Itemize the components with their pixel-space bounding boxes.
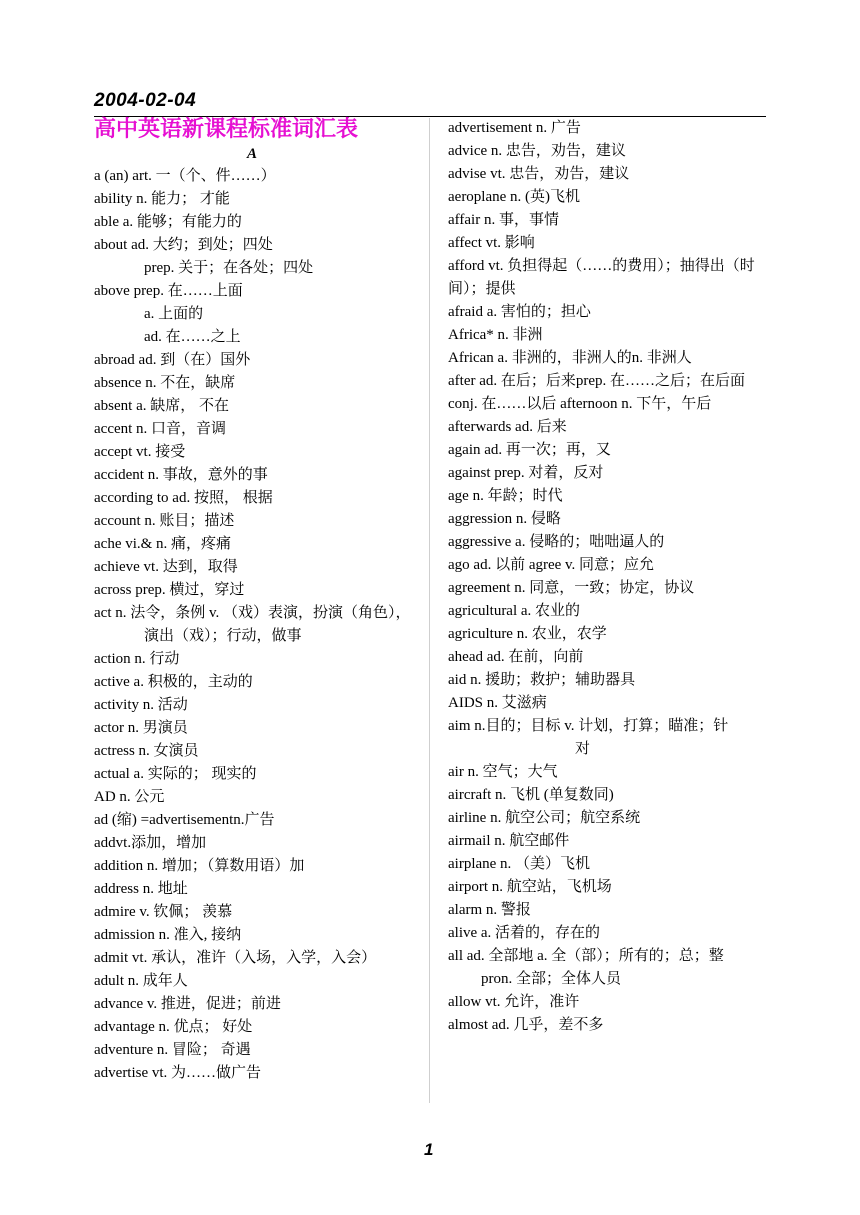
vocab-entry: advertisement n. 广告: [448, 120, 581, 136]
vocab-entry: aggressive a. 侵略的；咄咄逼人的: [448, 534, 665, 550]
vocab-entry: aid n. 援助；救护；辅助器具: [448, 672, 636, 688]
vocab-entry: able a. 能够；有能力的: [94, 214, 242, 230]
vocab-entry: advertise vt. 为……做广告: [94, 1065, 262, 1081]
vocab-entry: airport n. 航空站，飞机场: [448, 879, 612, 895]
vocab-entry: address n. 地址: [94, 881, 188, 897]
vocab-entry: agreement n. 同意，一致；协定，协议: [448, 580, 695, 596]
page-number: 1: [424, 1140, 434, 1159]
vocab-entry: aeroplane n. (英)飞机: [448, 189, 581, 205]
vocab-entry: ago ad. 以前 agree v. 同意；应允: [448, 557, 655, 573]
vocab-entry: AD n. 公元: [94, 789, 165, 805]
vocab-entry: airplane n. （美）飞机: [448, 856, 591, 872]
vocab-entry: age n. 年龄；时代: [448, 488, 563, 504]
vocab-entry: agriculture n. 农业，农学: [448, 626, 607, 642]
vocab-entry: airline n. 航空公司；航空系统: [448, 810, 641, 826]
vocab-entry: alive a. 活着的，存在的: [448, 925, 601, 941]
page-title: 高中英语新课程标准词汇表: [94, 117, 359, 142]
left-entry-list: [94, 165, 420, 1085]
vocab-entry: advance v. 推进，促进；前进: [94, 996, 281, 1012]
vocab-entry: 对: [575, 741, 591, 757]
vocab-entry: African a. 非洲的，非洲人的n. 非洲人: [448, 350, 692, 366]
vocab-entry: aggression n. 侵略: [448, 511, 561, 527]
vocab-entry: abroad ad. 到（在）国外: [94, 352, 251, 368]
column-divider: [429, 118, 430, 1103]
vocab-entry: accent n. 口音，音调: [94, 421, 227, 437]
vocab-entry: prep. 关于；在各处；四处: [144, 260, 314, 276]
vocab-entry: a (an) art. 一（个、件……）: [94, 168, 276, 184]
vocab-entry: affair n. 事，事情: [448, 212, 559, 228]
vocab-entry: addvt.添加，增加: [94, 835, 207, 851]
vocab-entry: AIDS n. 艾滋病: [448, 695, 547, 711]
vocab-entry: absence n. 不在，缺席: [94, 375, 236, 391]
right-column: [448, 117, 768, 1037]
vocab-entry: afterwards ad. 后来: [448, 419, 567, 435]
vocab-entry: afraid a. 害怕的；担心: [448, 304, 591, 320]
vocab-entry: adult n. 成年人: [94, 973, 188, 989]
vocab-entry: pron. 全部；全体人员: [481, 971, 621, 987]
vocab-entry: admit vt. 承认，准许（入场，入学，入会）: [94, 950, 377, 966]
vocab-entry: accept vt. 接受: [94, 444, 186, 460]
vocab-entry: ahead ad. 在前，向前: [448, 649, 584, 665]
vocab-entry: actual a. 实际的； 现实的: [94, 766, 257, 782]
vocab-entry: account n. 账目；描述: [94, 513, 235, 529]
vocab-entry: according to ad. 按照， 根据: [94, 490, 273, 506]
vocab-entry: action n. 行动: [94, 651, 180, 667]
vocab-entry: absent a. 缺席， 不在: [94, 398, 229, 414]
vocab-entry: act n. 法令，条例 v. （戏）表演，扮演（角色），演出（戏）；行动，做事: [94, 605, 411, 644]
vocab-entry: accident n. 事故，意外的事: [94, 467, 268, 483]
left-column: [94, 117, 420, 1085]
vocab-entry: alarm n. 警报: [448, 902, 531, 918]
vocab-entry: admire v. 钦佩； 羡慕: [94, 904, 233, 920]
vocab-entry: almost ad. 几乎，差不多: [448, 1017, 604, 1033]
vocab-entry: actress n. 女演员: [94, 743, 199, 759]
vocab-entry: actor n. 男演员: [94, 720, 188, 736]
vocab-entry: ad. 在……之上: [144, 329, 241, 345]
vocab-entry: again ad. 再一次；再，又: [448, 442, 611, 458]
vocab-entry: agricultural a. 农业的: [448, 603, 581, 619]
vocab-entry: all ad. 全部地 a. 全（部）；所有的；总；整: [448, 948, 724, 964]
vocab-entry: aircraft n. 飞机 (单复数同): [448, 787, 614, 803]
vocab-entry: Africa* n. 非洲: [448, 327, 543, 343]
vocab-entry: across prep. 横过，穿过: [94, 582, 245, 598]
vocab-entry: active a. 积极的，主动的: [94, 674, 253, 690]
right-entry-list: [448, 117, 768, 1037]
header-date: 2004-02-04: [94, 90, 197, 111]
vocab-entry: activity n. 活动: [94, 697, 188, 713]
vocab-entry: affect vt. 影响: [448, 235, 535, 251]
vocab-entry: above prep. 在……上面: [94, 283, 243, 299]
section-letter: A: [246, 146, 257, 162]
vocab-entry: addition n. 增加；（算数用语）加: [94, 858, 305, 874]
vocab-entry: ad (缩) =advertisementn.广告: [94, 812, 275, 828]
vocab-entry: afford vt. 负担得起（……的费用）；抽得出（时间）；提供: [448, 258, 755, 297]
vocab-entry: ability n. 能力； 才能: [94, 191, 230, 207]
vocab-entry: after ad. 在后；后来prep. 在……之后；在后面 conj. 在……以后 afternoon n. 下午，午后: [448, 373, 746, 412]
vocab-entry: advantage n. 优点； 好处: [94, 1019, 253, 1035]
vocab-entry: a. 上面的: [144, 306, 204, 322]
vocab-entry: advise vt. 忠告，劝告，建议: [448, 166, 630, 182]
vocab-entry: against prep. 对着，反对: [448, 465, 604, 481]
vocab-entry: airmail n. 航空邮件: [448, 833, 570, 849]
vocab-entry: allow vt. 允许，准许: [448, 994, 580, 1010]
vocab-entry: admission n. 准入, 接纳: [94, 927, 242, 943]
vocab-entry: aim n.目的；目标 v. 计划，打算；瞄准；针: [448, 718, 729, 734]
vocab-entry: achieve vt. 达到，取得: [94, 559, 238, 575]
vocab-entry: adventure n. 冒险； 奇遇: [94, 1042, 251, 1058]
vocab-entry: about ad. 大约；到处；四处: [94, 237, 273, 253]
vocab-entry: air n. 空气；大气: [448, 764, 558, 780]
vocab-entry: ache vi.& n. 痛，疼痛: [94, 536, 232, 552]
vocab-entry: advice n. 忠告，劝告，建议: [448, 143, 626, 159]
